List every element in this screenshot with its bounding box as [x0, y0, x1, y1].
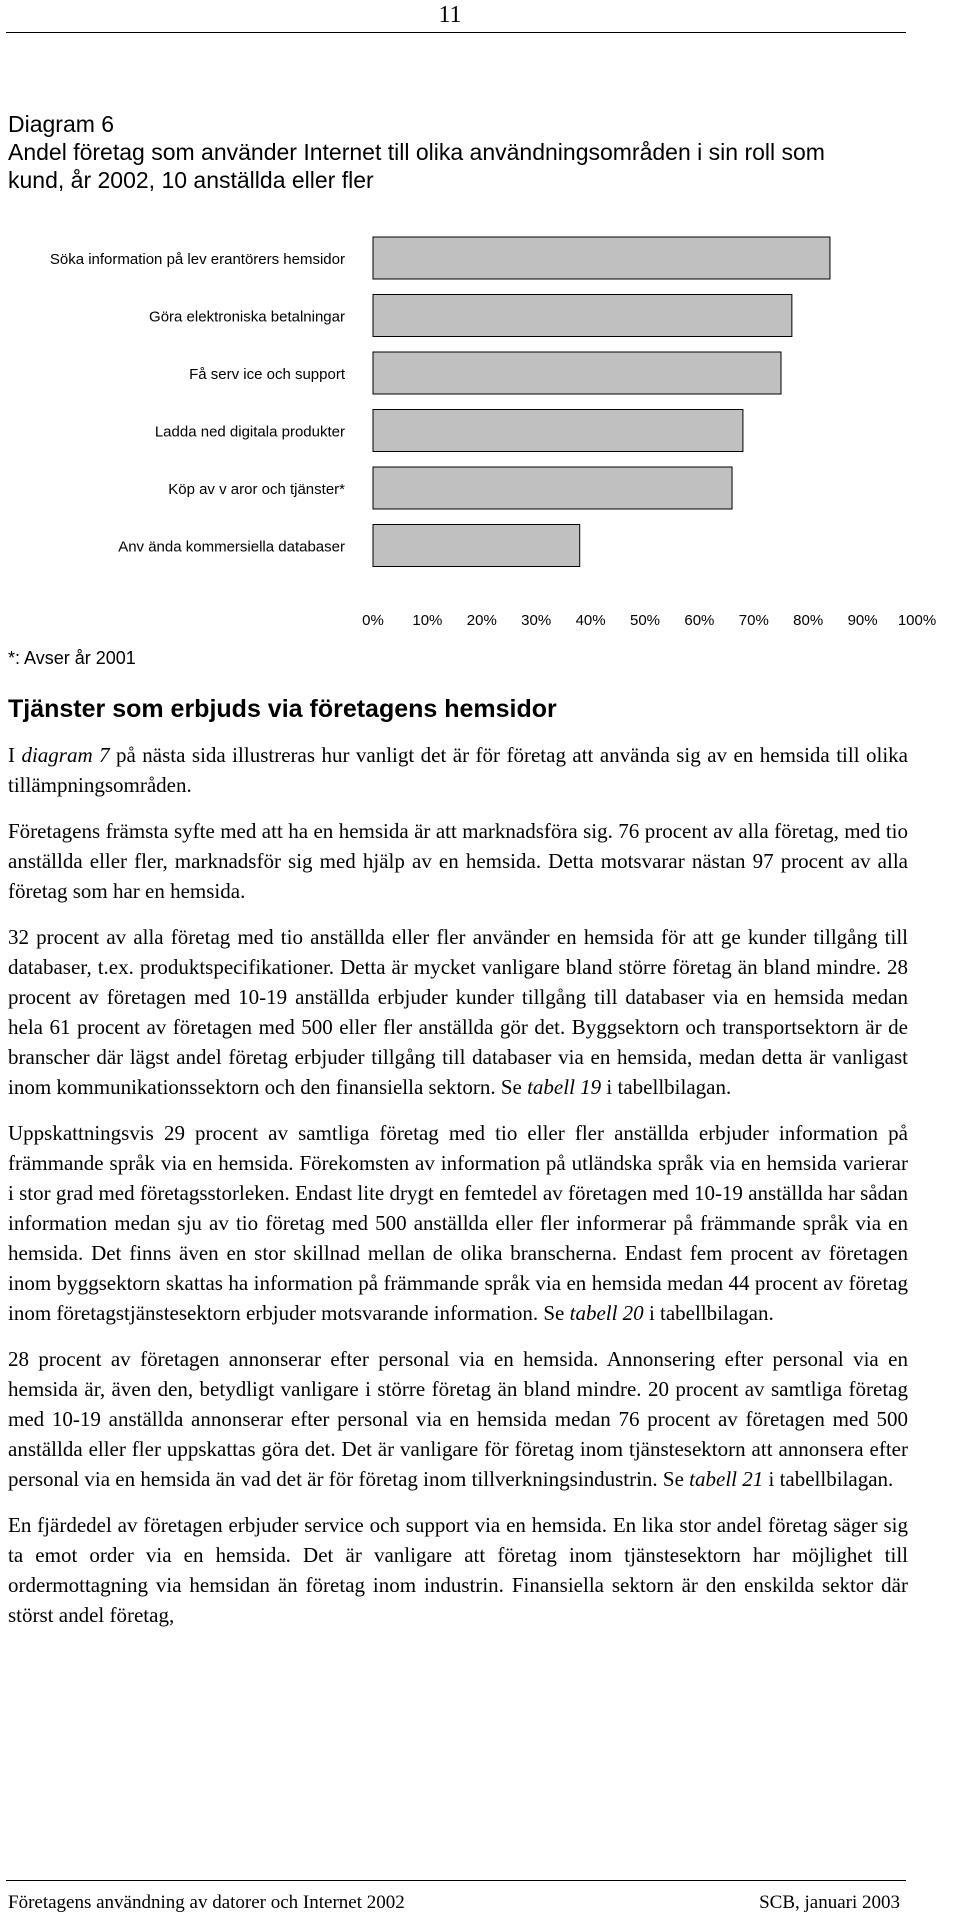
- bar: [373, 352, 781, 394]
- diagram-reference: diagram 7: [21, 743, 110, 767]
- x-tick-label: 30%: [521, 612, 552, 629]
- paragraph-1-rest: på nästa sida illustreras hur vanligt det är för företag att använda sig av en hemsida till olika tillämpningsområden.: [8, 743, 908, 797]
- chart-footnote: *: Avser år 2001: [8, 648, 136, 668]
- x-tick-label: 60%: [684, 612, 715, 629]
- bar-chart: [0, 230, 960, 650]
- x-tick-label: 40%: [575, 612, 606, 629]
- category-label: Anv ända kommersiella databaser: [118, 538, 345, 556]
- paragraph-4-text: Uppskattningsvis 29 procent av samtliga företag med tio eller fler anställda erbjuder information på främmande språk via en hemsida. Förekomsten av information på utländska språk via en hemsida varierar i stor grad med företagsstorleken. Endast lite drygt en femtedel av företagen med 10-19 anställda har sådan information medan sju av tio företag med 500 anställda eller fler informerar på främmande språk via en hemsida. Det finns även en stor skillnad mellan de olika branscherna. Endast fem procent av företagen inom byggsektorn skattas ha information på främmande språk via en hemsida medan 44 procent av företag inom företagstjänstesektorn erbjuder motsvarande information. Se: [8, 1121, 908, 1325]
- paragraph-3-rest: i tabellbilagan.: [601, 1075, 732, 1099]
- bar: [373, 467, 732, 509]
- bar: [373, 410, 743, 452]
- top-rule: [6, 32, 906, 33]
- table-reference-20: tabell 20: [569, 1301, 644, 1325]
- category-label: Söka information på lev erantörers hemsidor: [49, 251, 345, 268]
- bar: [373, 525, 580, 567]
- paragraph-4-rest: i tabellbilagan.: [643, 1301, 774, 1325]
- paragraph-1-start: I: [8, 743, 22, 767]
- x-tick-label: 0%: [362, 612, 384, 629]
- x-tick-label: 90%: [847, 612, 878, 629]
- x-tick-label: 100%: [897, 612, 937, 629]
- category-label: Få serv ice och support: [189, 366, 345, 383]
- category-label: Göra elektroniska betalningar: [149, 308, 345, 326]
- paragraph-5: [8, 1344, 908, 1494]
- x-tick-label: 70%: [738, 612, 769, 629]
- paragraph-5-text: 28 procent av företagen annonserar efter personal via en hemsida. Annonsering efter personal via en hemsida är, även den, betydligt vanligare i större företag än bland mindre. 20 procent av samtliga företag med 10-19 anställda annonserar efter personal via en hemsida medan 76 procent av företagen med 500 anställda eller fler uppskattas göra det. Det är vanligare för företag inom tjänstesektorn att annonsera efter personal via en hemsida än vad det är för företag inom tillverkningsindustrin. Se: [8, 1347, 908, 1491]
- footer-rule: [6, 1880, 906, 1881]
- x-tick-label: 50%: [629, 612, 661, 629]
- paragraph-6: En fjärdedel av företagen erbjuder service och support via en hemsida. En lika stor andel företag säger sig ta emot order via en hemsida. Det är vanligare att företag inom tjänstesektorn har möjlighet till ordermottagning via hemsidan än företag inom industrin. Finansiella sektorn är den enskilda sektor där störst andel företag,: [8, 1513, 908, 1627]
- diagram-title-line2: kund, år 2002, 10 anställda eller fler: [8, 167, 374, 193]
- body-text: [8, 740, 908, 1646]
- chart-heading: [8, 110, 908, 194]
- paragraph-4: [8, 1118, 908, 1328]
- paragraph-3-text: 32 procent av alla företag med tio anställda eller fler använder en hemsida för att ge kunder tillgång till databaser, t.ex. produktspecifikationer. Detta är mycket vanligare bland större företag än bland mindre. 28 procent av företagen med 10-19 anställda erbjuder kunder tillgång till databaser via en hemsida medan hela 61 procent av företagen med 500 eller fler anställda gör det. Byggsektorn och transportsektorn är de branscher där lägst andel företag erbjuder tillgång till databaser via en hemsida, medan detta är vanligast inom kommunikationssektorn och den finansiella sektorn. Se: [8, 925, 908, 1099]
- table-reference-21: tabell 21: [689, 1467, 764, 1491]
- diagram-label: Diagram 6: [8, 111, 115, 137]
- paragraph-5-rest: i tabellbilagan.: [763, 1467, 894, 1491]
- section-heading: Tjänster som erbjuds via företagens hemsidor: [8, 695, 557, 723]
- footer-title: Företagens användning av datorer och Internet 2002: [8, 1892, 405, 1913]
- x-tick-label: 20%: [466, 612, 497, 629]
- table-reference-19: tabell 19: [527, 1075, 602, 1099]
- paragraph-1: [8, 740, 908, 800]
- x-tick-label: 10%: [412, 612, 443, 629]
- paragraph-3: [8, 922, 908, 1102]
- bar: [373, 237, 830, 279]
- footer-date: SCB, januari 2003: [759, 1892, 900, 1913]
- paragraph-2: Företagens främsta syfte med att ha en hemsida är att marknadsföra sig. 76 procent av alla företag, med tio anställda eller fler, marknadsför sig med hjälp av en hemsida. Detta motsvarar nästan 97 procent av alla företag som har en hemsida.: [8, 819, 908, 903]
- bar: [373, 295, 792, 337]
- diagram-title-line1: Andel företag som använder Internet till olika användningsområden i sin roll som: [8, 139, 825, 165]
- x-tick-label: 80%: [793, 612, 824, 629]
- category-label: Ladda ned digitala produkter: [154, 423, 345, 441]
- category-label: Köp av v aror och tjänster*: [168, 481, 345, 498]
- page-number: 11: [438, 2, 462, 28]
